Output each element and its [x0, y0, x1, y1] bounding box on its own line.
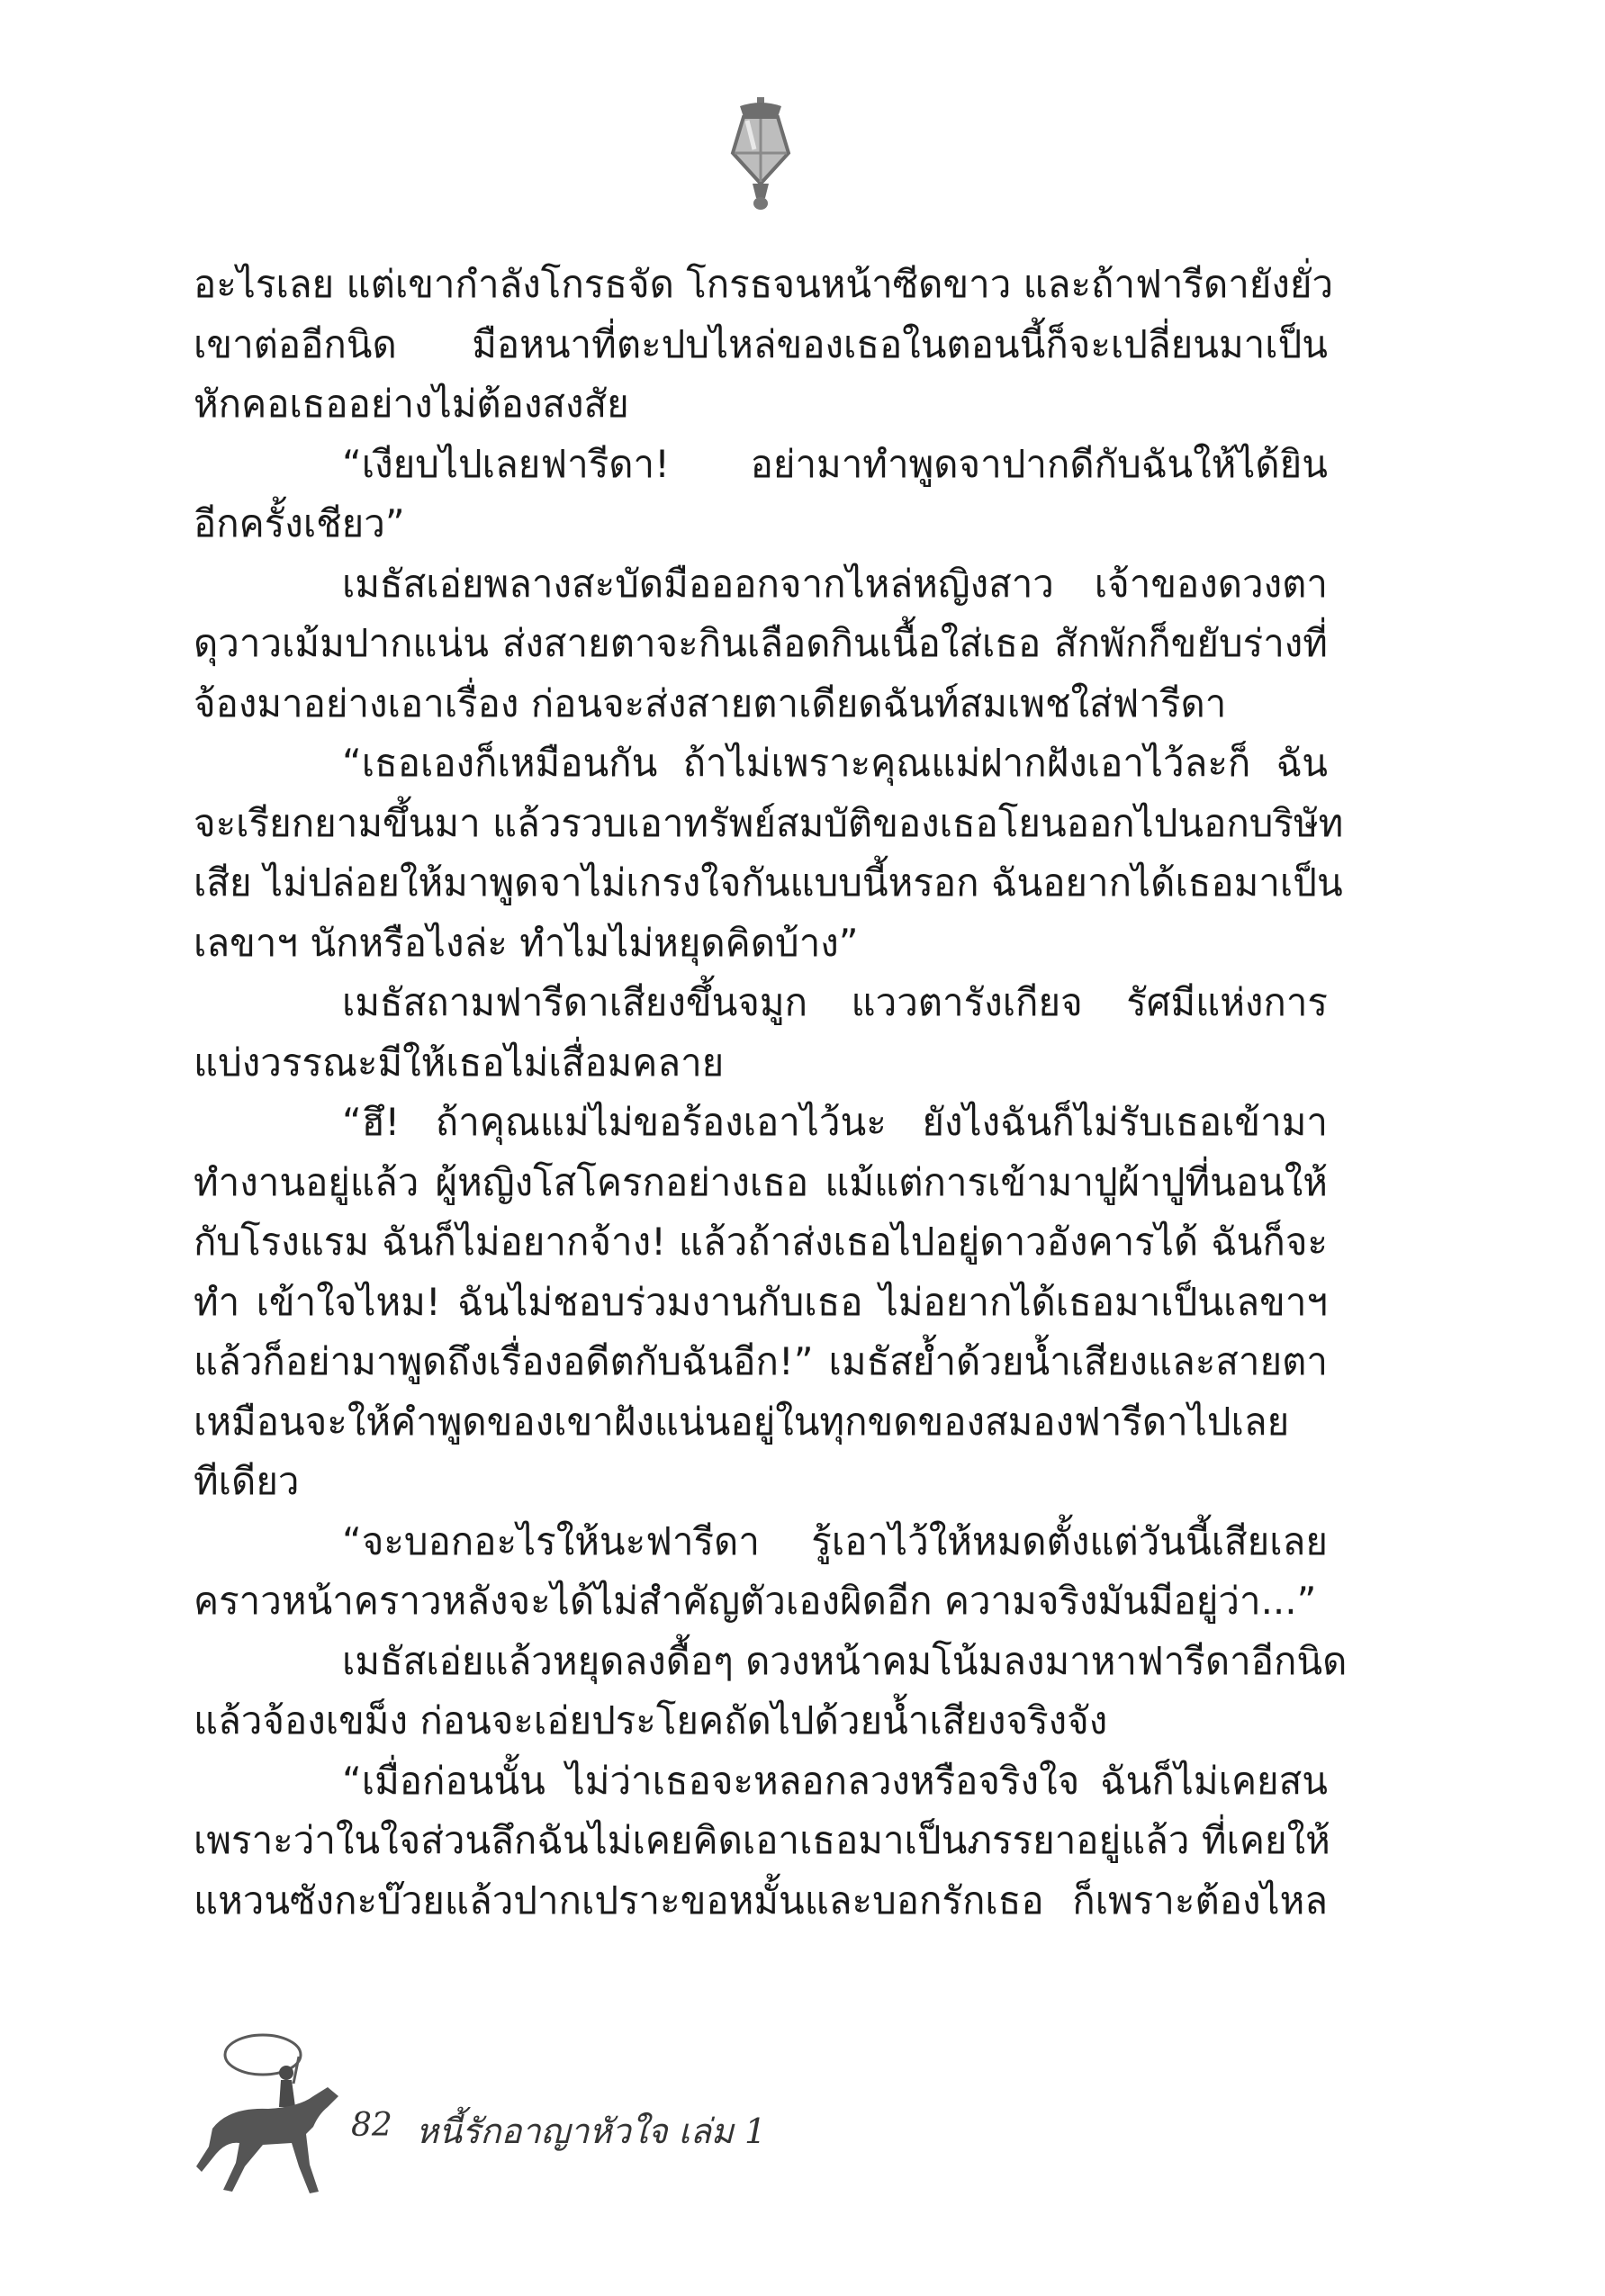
text-line: เสีย ไม่ปล่อยให้มาพูดจาไม่เกรงใจกันแบบนี้หรอก ฉันอยากได้เธอมาเป็น: [194, 860, 1343, 905]
text-line: แล้วจ้องเขม็ง ก่อนจะเอ่ยประโยคถัดไปด้วยน้ำเสียงจริงจัง: [194, 1698, 1108, 1742]
text-line: หักคอเธออย่างไม่ต้องสงสัย: [194, 382, 629, 426]
text-line: เมธัสเอ่ยแล้วหยุดลงดื้อๆ ดวงหน้าคมโน้มลงมาหาฟารีดาอีกนิด: [342, 1638, 1348, 1683]
body-text: [194, 255, 1348, 1931]
page-number: 82: [351, 2107, 392, 2144]
text-line: เมธัสเอ่ยพลางสะบัดมือออกจากไหล่หญิงสาว เจ้าของดวงตา: [342, 561, 1328, 606]
text-line: อะไรเลย แต่เขากำลังโกรธจัด โกรธจนหน้าซีดขาว และถ้าฟารีดายังยั่ว: [194, 262, 1334, 306]
horse-rider-icon: [193, 2021, 346, 2196]
text-line: เหมือนจะให้คำพูดของเขาฝังแน่นอยู่ในทุกขดของสมองฟารีดาไปเลย: [194, 1399, 1290, 1444]
text-line: แหวนซังกะบ๊วยแล้วปากเปราะขอหมั้นและบอกรักเธอ ก็เพราะต้องไหล: [194, 1877, 1328, 1922]
text-line: เมธัสถามฟารีดาเสียงขึ้นจมูก แววตารังเกียจ รัศมีแห่งการ: [342, 980, 1328, 1024]
text-line: แบ่งวรรณะมีให้เธอไม่เสื่อมคลาย: [194, 1040, 725, 1085]
text-line: ทำ เข้าใจไหม! ฉันไม่ชอบร่วมงานกับเธอ ไม่อยากได้เธอมาเป็นเลขาฯ: [194, 1279, 1328, 1324]
text-line: แล้วก็อย่ามาพูดถึงเรื่องอดีตกับฉันอีก!” เมธัสย้ำด้วยน้ำเสียงและสายตา: [194, 1339, 1328, 1383]
text-line: “เงียบไปเลยฟารีดา! อย่ามาทำพูดจาปากดีกับฉันให้ได้ยิน: [342, 441, 1328, 486]
text-line: เพราะว่าในใจส่วนลึกฉันไม่เคยคิดเอาเธอมาเป็นภรรยาอยู่แล้ว ที่เคยให้: [194, 1818, 1330, 1862]
text-line: “ฮึ! ถ้าคุณแม่ไม่ขอร้องเอาไว้นะ ยังไงฉันก็ไม่รับเธอเข้ามา: [342, 1100, 1328, 1144]
text-line: จะเรียกยามขึ้นมา แล้วรวบเอาทรัพย์สมบัติของเธอโยนออกไปนอกบริษัท: [194, 800, 1344, 845]
text-line: ทีเดียว: [194, 1459, 300, 1503]
text-line: จ้องมาอย่างเอาเรื่อง ก่อนจะส่งสายตาเดียดฉันท์สมเพชใส่ฟารีดา: [194, 680, 1227, 725]
text-line: คราวหน้าคราวหลังจะได้ไม่สำคัญตัวเองผิดอีก ความจริงมันมีอยู่ว่า...”: [194, 1579, 1317, 1623]
text-line: “เธอเองก็เหมือนกัน ถ้าไม่เพราะคุณแม่ฝากฝังเอาไว้ละก็ ฉัน: [342, 741, 1328, 785]
book-title: หนี้รักอาญาหัวใจ เล่ม 1: [416, 2111, 767, 2151]
text-line: เลขาฯ นักหรือไงล่ะ ทำไมไม่หยุดคิดบ้าง”: [194, 920, 859, 965]
page-footer: [193, 2021, 823, 2201]
text-line: อีกครั้งเชียว”: [194, 501, 405, 545]
text-line: “จะบอกอะไรให้นะฟารีดา รู้เอาไว้ให้หมดตั้งแต่วันนี้เสียเลย: [342, 1518, 1328, 1563]
text-line: ทำงานอยู่แล้ว ผู้หญิงโสโครกอย่างเธอ แม้แต่การเข้ามาปูผ้าปูที่นอนให้: [194, 1159, 1328, 1204]
text-line: กับโรงแรม ฉันก็ไม่อยากจ้าง! แล้วถ้าส่งเธอไปอยู่ดาวอังคารได้ ฉันก็จะ: [194, 1220, 1328, 1264]
text-line: เขาต่ออีกนิด มือหนาที่ตะปบไหล่ของเธอในตอนนี้ก็จะเปลี่ยนมาเป็น: [194, 321, 1328, 366]
lantern-icon: [727, 97, 794, 214]
text-line: ดุวาวเม้มปากแน่น ส่งสายตาจะกินเลือดกินเนื้อใส่เธอ สักพักก็ขยับร่างที่: [194, 621, 1328, 665]
text-line: “เมื่อก่อนนั้น ไม่ว่าเธอจะหลอกลวงหรือจริงใจ ฉันก็ไม่เคยสน: [342, 1758, 1328, 1803]
